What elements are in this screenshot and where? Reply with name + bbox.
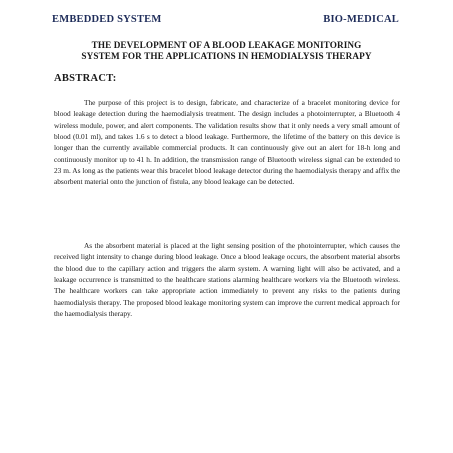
document-title [40, 40, 413, 62]
abstract-heading: ABSTRACT: [54, 73, 117, 84]
abstract-paragraph-1: The purpose of this project is to design, fabricate, and characterize of a bracelet monitoring device for blood leakage detection during the haemodialysis treatment. The design includes a photointerrupter, a Bluetooth 4 wireless module, power, and alert components. The validation results show that it only needs a very small amount of blood (0.01 ml), and takes 1.6 s to detect a blood leakage. Furthermore, the lifetime of the battery on this device is longer than the currently available commercial products. It can continuously give out an alert for 18-h long and continuously monitor up to 41 h. In addition, the transmission range of Bluetooth wireless signal can be extended to 23 m. As long as the patients wear this bracelet blood leakage detector during the haemodialysis therapy and affix the absorbent material onto the junction of fistula, any blood leakage can be detected. [54, 98, 400, 187]
abstract-paragraph-2: As the absorbent material is placed at the light sensing position of the photointerrupter, which causes the received light intensity to change during blood leakage. Once a blood leakage occurs, the absorbent material absorbs the blood due to the capillary action and triggers the alarm system. A warning light will also be activated, and a leakage occurrence is transmitted to the healthcare stations alarming healthcare workers via the Bluetooth wireless. The healthcare workers can take appropriate action immediately to prevent any risks to the patients during haemodialysis therapy. The proposed blood leakage monitoring system can improve the current medical approach for the haemodialysis therapy. [54, 241, 400, 319]
header-category-left: EMBEDDED SYSTEM [52, 14, 162, 25]
title-line-2: SYSTEM FOR THE APPLICATIONS IN HEMODIALYSIS THERAPY [81, 51, 372, 61]
title-line-1: THE DEVELOPMENT OF A BLOOD LEAKAGE MONITORING [91, 40, 362, 50]
header-category-right: BIO-MEDICAL [323, 14, 399, 25]
